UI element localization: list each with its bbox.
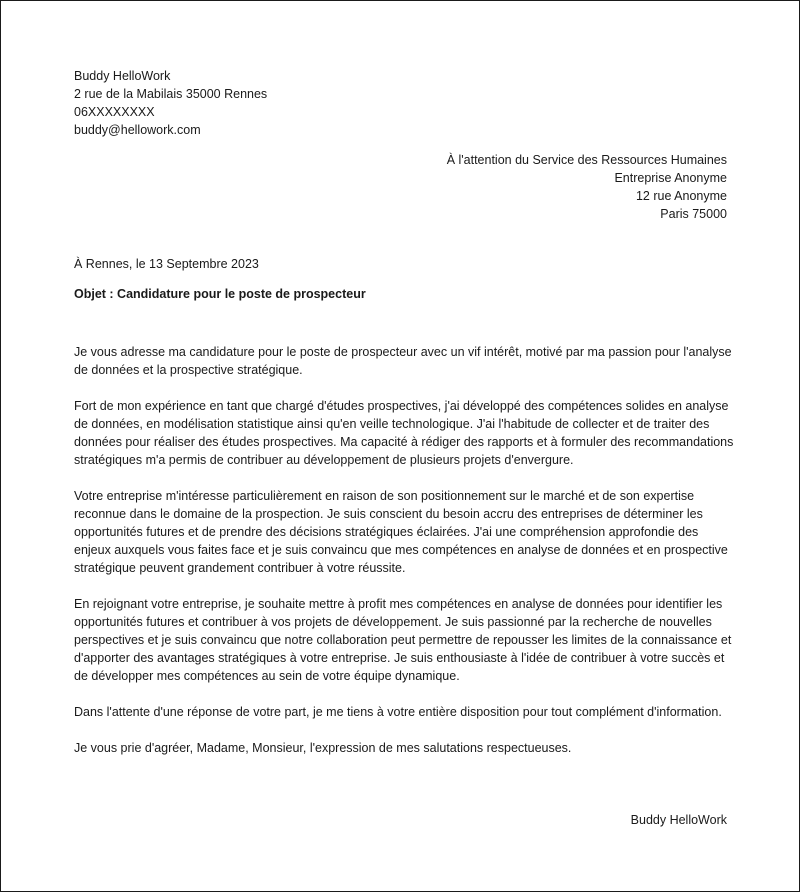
sender-block: [74, 67, 267, 139]
paragraph-1: Je vous adresse ma candidature pour le poste de prospecteur avec un vif intérêt, motivé par ma passion pour l'analyse de données et la prospective stratégique.: [74, 345, 732, 377]
letter-body: [74, 343, 734, 775]
recipient-block: [447, 151, 727, 223]
recipient-street: 12 rue Anonyme: [635, 189, 727, 203]
place-date: À Rennes, le 13 Septembre 2023: [74, 257, 259, 271]
recipient-attention: À l'attention du Service des Ressources Humaines: [446, 153, 727, 167]
signature: Buddy HelloWork: [630, 813, 727, 827]
paragraph-2: Fort de mon expérience en tant que chargé d'études prospectives, j'ai développé des compétences solides en analyse de données, en modélisation statistique ainsi qu'en veille technologique. J'ai l'habitude de collecter et de traiter des données pour réaliser des études prospectives. Ma capacité à rédiger des rapports et à formuler des recommandations stratégiques m'a permis de contribuer au développement de plusieurs projets d'envergure.: [74, 399, 734, 467]
paragraph-6: Je vous prie d'agréer, Madame, Monsieur, l'expression de mes salutations respectueuses.: [74, 741, 572, 755]
sender-address: 2 rue de la Mabilais 35000 Rennes: [74, 87, 268, 101]
sender-phone: 06XXXXXXXX: [74, 105, 155, 119]
sender-name: Buddy HelloWork: [74, 69, 171, 83]
sender-email: buddy@hellowork.com: [74, 123, 201, 137]
recipient-city: Paris 75000: [660, 207, 727, 221]
subject-line: Objet : Candidature pour le poste de prospecteur: [74, 287, 366, 301]
recipient-company: Entreprise Anonyme: [614, 171, 727, 185]
paragraph-3: Votre entreprise m'intéresse particulièrement en raison de son positionnement sur le marché et de son expertise reconnue dans le domaine de la prospection. Je suis conscient du besoin accru des entreprises de déterminer les opportunités futures et de prendre des décisions stratégiques éclairées. J'ai une compréhension approfondie des enjeux auxquels vous faites face et je suis convaincu que mes compétences en analyse de données et en prospective stratégique peuvent grandement contribuer à votre réussite.: [74, 489, 728, 575]
paragraph-5: Dans l'attente d'une réponse de votre part, je me tiens à votre entière disposition pour tout complément d'information.: [74, 705, 722, 719]
paragraph-4: En rejoignant votre entreprise, je souhaite mettre à profit mes compétences en analyse de données pour identifier les opportunités futures et contribuer à vos projets de développement. Je suis passionné par la recherche de nouvelles perspectives et je suis convaincu que notre collaboration peut permettre de repousser les limites de la connaissance et d'apporter des avantages stratégiques à votre entreprise. Je suis enthousiaste à l'idée de contribuer à votre succès et de développer mes compétences au sein de votre équipe dynamique.: [74, 597, 732, 683]
